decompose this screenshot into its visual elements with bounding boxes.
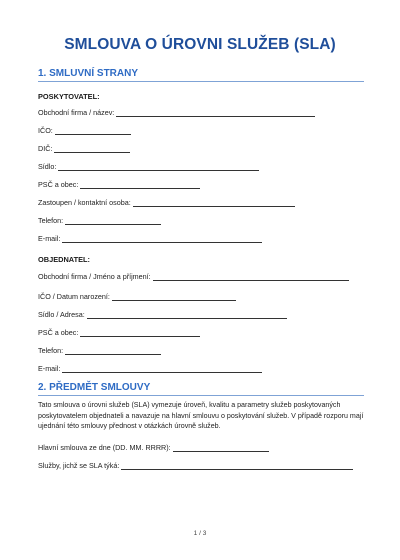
fill-line[interactable] [153, 272, 349, 281]
section-divider [38, 395, 364, 396]
subject-field-main-contract-date[interactable]: Hlavní smlouva ze dne (DD. MM. RRRR): [38, 443, 269, 452]
section-heading-parties: 1. SMLUVNÍ STRANY [38, 68, 139, 79]
client-field-id-birthdate[interactable]: IČO / Datum narození: [38, 292, 236, 301]
fill-line[interactable] [62, 364, 262, 373]
provider-field-name[interactable]: Obchodní firma / název: [38, 108, 315, 117]
fill-line[interactable] [121, 461, 353, 470]
client-field-name[interactable]: Obchodní firma / Jméno a příjmení: [38, 272, 349, 281]
provider-field-email[interactable]: E-mail: [38, 234, 262, 243]
fill-line[interactable] [80, 328, 200, 337]
provider-field-zip-city[interactable]: PSČ a obec: [38, 180, 200, 189]
client-field-zip-city[interactable]: PSČ a obec: [38, 328, 200, 337]
client-heading: OBJEDNATEL: [38, 255, 91, 264]
fill-line[interactable] [65, 346, 161, 355]
client-field-email[interactable]: E-mail: [38, 364, 262, 373]
provider-field-contact[interactable]: Zastoupen / kontaktní osoba: [38, 198, 295, 207]
fill-line[interactable] [80, 180, 200, 189]
fill-line[interactable] [65, 216, 161, 225]
client-field-address[interactable]: Sídlo / Adresa: [38, 310, 287, 319]
fill-line[interactable] [173, 443, 269, 452]
provider-field-phone[interactable]: Telefon: [38, 216, 161, 225]
page-number: 1 / 3 [193, 530, 207, 537]
section-heading-subject: 2. PŘEDMĚT SMLOUVY [38, 382, 151, 393]
provider-field-ico[interactable]: IČO: [38, 126, 131, 135]
fill-line[interactable] [116, 108, 315, 117]
subject-field-services[interactable]: Služby, jichž se SLA týká: [38, 461, 353, 470]
subject-paragraph: Tato smlouva o úrovni služeb (SLA) vymezuje úroveň, kvalitu a parametry služeb poskytovaných poskytovatelem objednateli a navazuje na hlavní smlouvu o poskytování služeb. V případě rozporu mají ujednání této smlouvy přednost v otázkách úrovně služeb. [38, 401, 364, 430]
fill-line[interactable] [58, 162, 259, 171]
provider-heading: POSKYTOVATEL: [38, 92, 100, 101]
section-divider [38, 81, 364, 82]
document-title: SMLOUVA O ÚROVNI SLUŽEB (SLA) [64, 36, 336, 53]
fill-line[interactable] [112, 292, 236, 301]
fill-line[interactable] [54, 144, 130, 153]
provider-field-dic[interactable]: DIČ: [38, 144, 130, 153]
client-field-phone[interactable]: Telefon: [38, 346, 161, 355]
fill-line[interactable] [133, 198, 295, 207]
fill-line[interactable] [87, 310, 287, 319]
fill-line[interactable] [62, 234, 262, 243]
fill-line[interactable] [55, 126, 131, 135]
provider-field-seat[interactable]: Sídlo: [38, 162, 259, 171]
